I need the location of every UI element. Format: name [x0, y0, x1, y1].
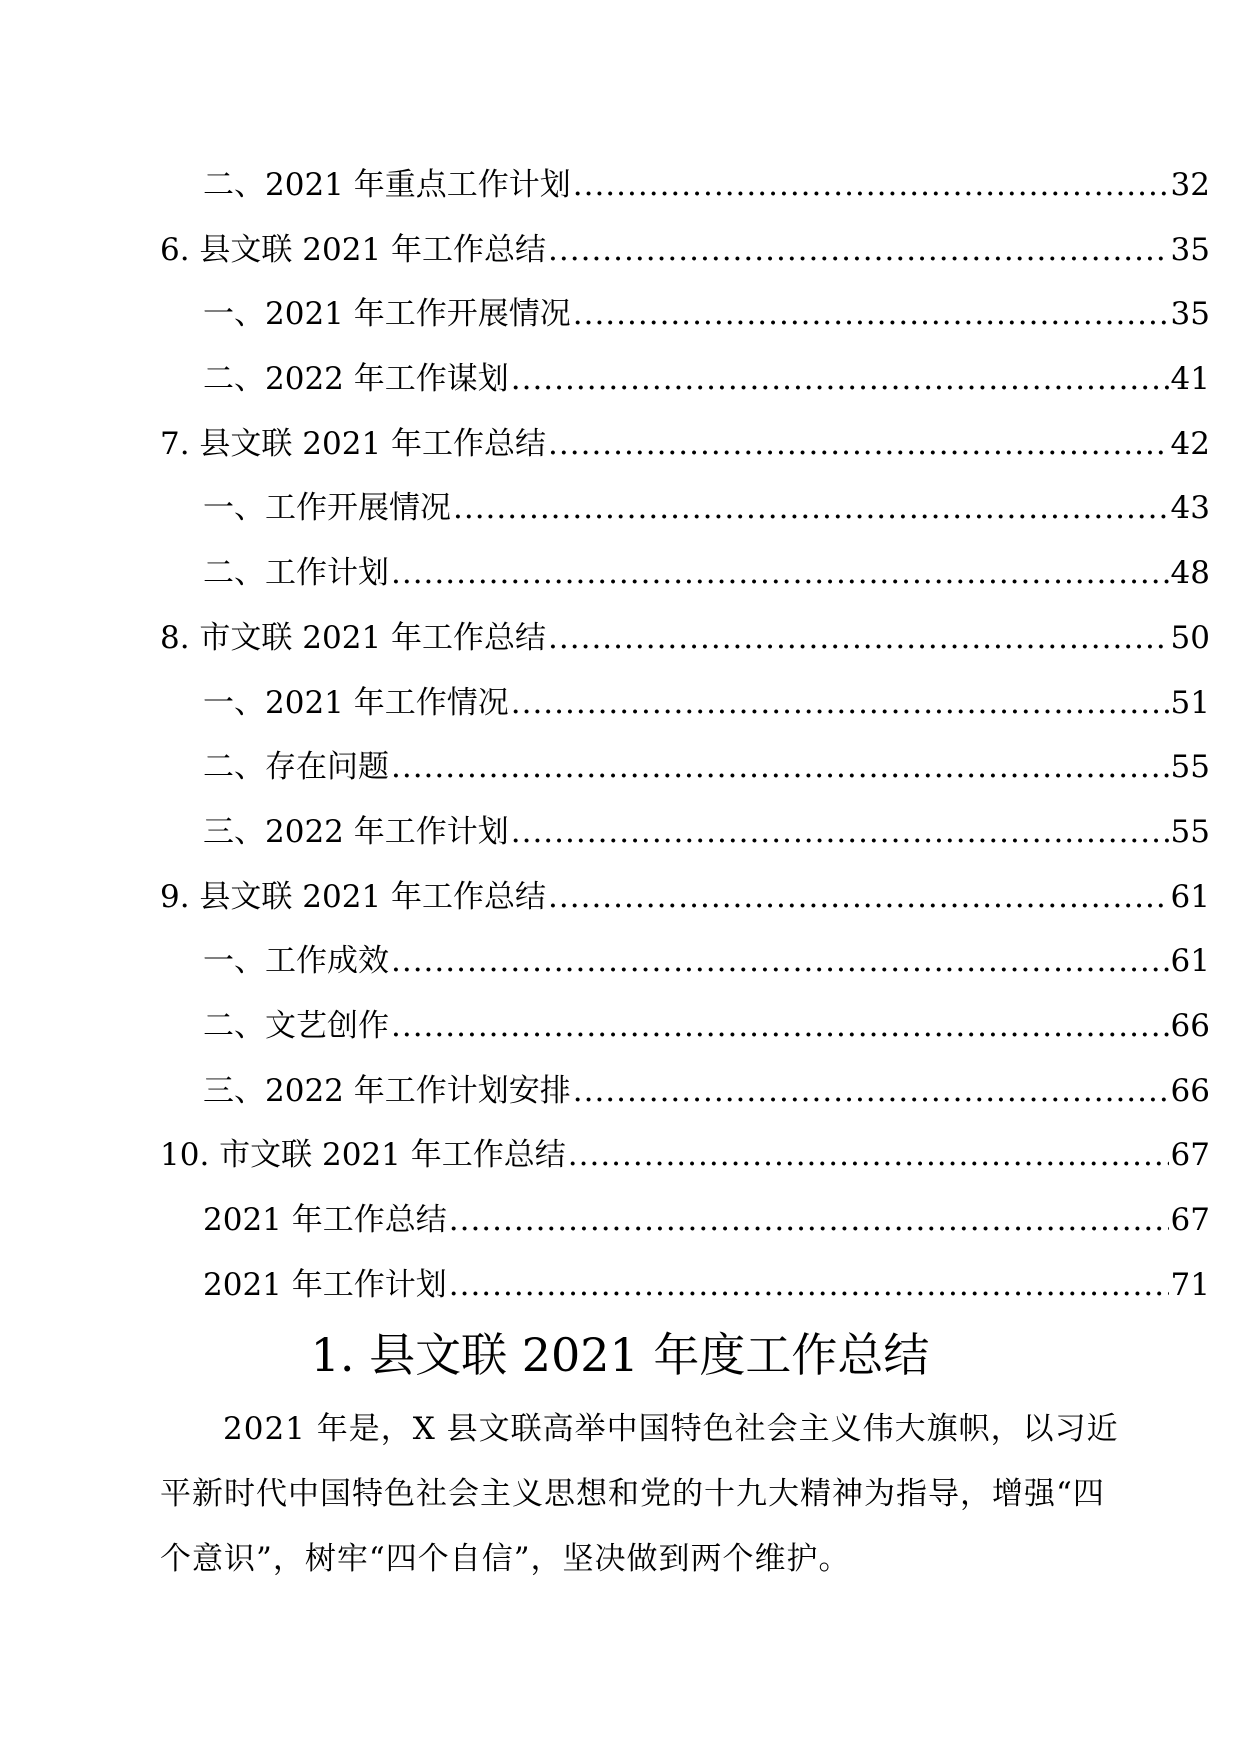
- toc-leader-dots: [449, 1200, 1169, 1240]
- toc-entry[interactable]: [160, 1135, 1210, 1200]
- toc-entry[interactable]: [160, 294, 1210, 359]
- toc-entry-page: 71: [1170, 1266, 1210, 1303]
- toc-leader-dots: [548, 230, 1169, 270]
- toc-leader-dots: [449, 1265, 1169, 1305]
- toc-entry-page: 35: [1170, 231, 1210, 268]
- toc-entry[interactable]: [160, 424, 1210, 489]
- toc-entry-label: 10. 市文联 2021 年工作总结: [160, 1137, 566, 1174]
- toc-entry-page: 42: [1170, 425, 1210, 462]
- toc-entry-page: 50: [1170, 619, 1210, 656]
- toc-leader-dots: [573, 1071, 1169, 1111]
- toc-leader-dots: [511, 683, 1169, 723]
- toc-entry-label: 一、工作开展情况: [203, 490, 451, 527]
- toc-leader-dots: [391, 1006, 1169, 1046]
- toc-entry-label: 二、2022 年工作谋划: [203, 361, 509, 398]
- toc-entry[interactable]: [160, 618, 1210, 683]
- toc-leader-dots: [548, 877, 1169, 917]
- toc-entry[interactable]: [160, 812, 1210, 877]
- toc-entry-label: 一、2021 年工作情况: [203, 684, 509, 721]
- toc-entry-page: 61: [1170, 943, 1210, 980]
- toc-entry-label: 8. 市文联 2021 年工作总结: [160, 619, 547, 656]
- toc-entry-label: 二、存在问题: [203, 749, 389, 786]
- toc-entry-label: 6. 县文联 2021 年工作总结: [160, 231, 547, 268]
- toc-entry-label: 2021 年工作总结: [203, 1202, 447, 1238]
- toc-entry[interactable]: [160, 1200, 1210, 1265]
- toc-entry-page: 41: [1170, 361, 1210, 398]
- toc-entry-label: 二、文艺创作: [203, 1007, 389, 1044]
- table-of-contents: [160, 165, 1210, 1329]
- toc-leader-dots: [511, 359, 1169, 399]
- toc-leader-dots: [391, 747, 1169, 787]
- toc-entry[interactable]: [160, 553, 1210, 618]
- article-paragraph: 2021 年是，X 县文联高举中国特色社会主义伟大旗帜，以习近平新时代中国特色社会主义思想和党的十九大精神为指导，增强“四个意识”，树牢“四个自信”，坚决做到两个维护。: [160, 1411, 1119, 1577]
- toc-entry-page: 48: [1170, 555, 1210, 592]
- toc-entry[interactable]: [160, 1265, 1210, 1330]
- toc-entry[interactable]: [160, 1006, 1210, 1071]
- toc-leader-dots: [568, 1135, 1169, 1175]
- toc-entry-label: 二、2021 年重点工作计划: [203, 167, 571, 203]
- toc-entry[interactable]: [160, 230, 1210, 295]
- toc-entry[interactable]: [160, 747, 1210, 812]
- toc-entry-label: 2021 年工作计划: [203, 1266, 447, 1303]
- toc-entry[interactable]: [160, 488, 1210, 553]
- toc-entry[interactable]: [160, 1071, 1210, 1136]
- toc-entry-page: 55: [1170, 749, 1210, 786]
- toc-entry-page: 67: [1170, 1137, 1210, 1174]
- toc-leader-dots: [573, 165, 1169, 205]
- toc-entry-page: 35: [1170, 296, 1210, 333]
- toc-entry[interactable]: [160, 165, 1210, 230]
- toc-entry-label: 二、工作计划: [203, 555, 389, 592]
- toc-entry[interactable]: [160, 877, 1210, 942]
- toc-entry-label: 一、工作成效: [203, 943, 389, 980]
- toc-entry[interactable]: [160, 683, 1210, 748]
- toc-leader-dots: [548, 618, 1169, 658]
- toc-leader-dots: [453, 488, 1169, 528]
- toc-entry-page: 67: [1170, 1202, 1210, 1238]
- toc-entry-page: 66: [1170, 1007, 1210, 1044]
- toc-entry-label: 三、2022 年工作计划: [203, 813, 509, 850]
- toc-leader-dots: [548, 424, 1169, 464]
- article-title: 1. 县文联 2021 年度工作总结: [310, 1328, 930, 1382]
- toc-entry-label: 9. 县文联 2021 年工作总结: [160, 878, 547, 915]
- toc-entry-page: 66: [1170, 1072, 1210, 1109]
- toc-entry-label: 一、2021 年工作开展情况: [203, 296, 571, 333]
- toc-entry-label: 三、2022 年工作计划安排: [203, 1072, 571, 1109]
- toc-entry-label: 7. 县文联 2021 年工作总结: [160, 425, 547, 462]
- toc-entry-page: 43: [1170, 490, 1210, 527]
- toc-leader-dots: [391, 941, 1169, 981]
- toc-leader-dots: [573, 294, 1169, 334]
- toc-entry[interactable]: [160, 941, 1210, 1006]
- toc-entry[interactable]: [160, 359, 1210, 424]
- toc-entry-page: 61: [1170, 878, 1210, 915]
- toc-leader-dots: [511, 812, 1169, 852]
- toc-entry-page: 55: [1170, 813, 1210, 850]
- toc-entry-page: 51: [1170, 684, 1210, 721]
- toc-leader-dots: [391, 553, 1169, 593]
- toc-entry-page: 32: [1170, 167, 1210, 203]
